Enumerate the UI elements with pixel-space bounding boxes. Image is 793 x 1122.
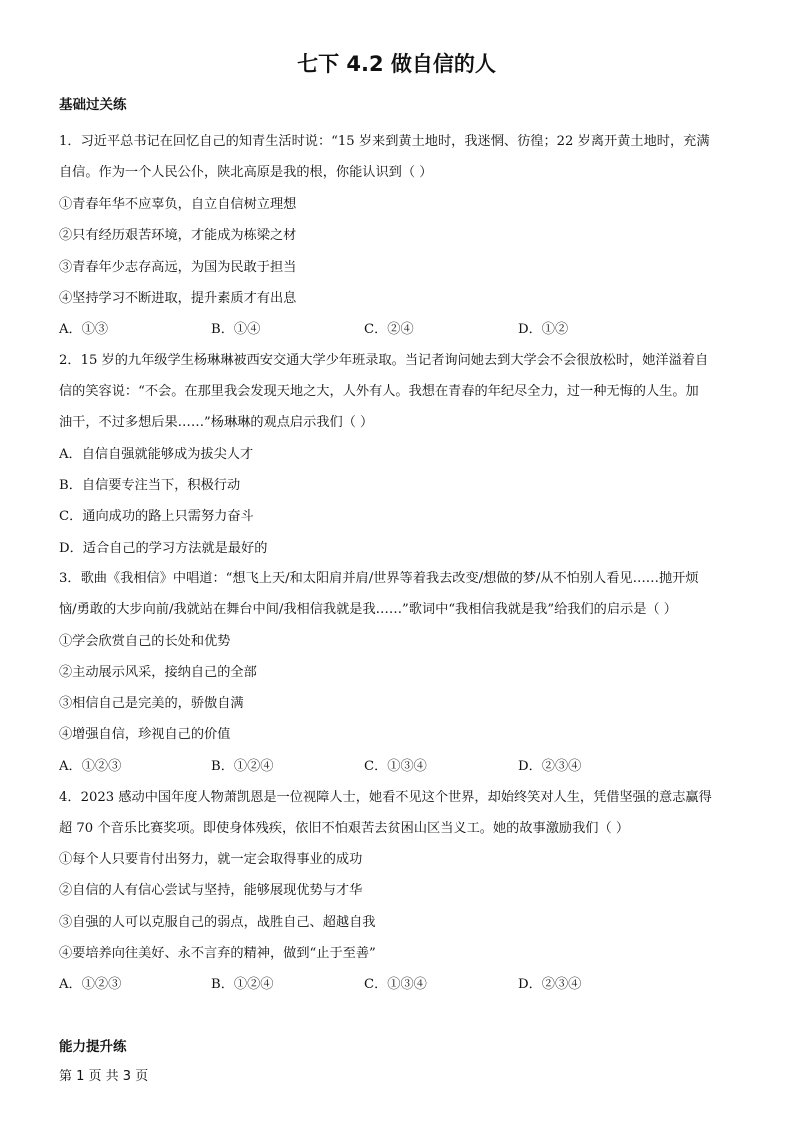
q1-option-d: D．①②	[518, 322, 569, 337]
q1-stem-line: 1．习近平总书记在回忆自己的知青生活时说：“15 岁来到黄土地时，我迷惘、彷徨；22 岁离开黄土地时，充满	[59, 134, 710, 149]
q3-option-b: B．①②④	[211, 759, 274, 774]
q4-option-d: D．②③④	[518, 977, 582, 992]
q2-option-a: A．自信自强就能够成为拔尖人才	[59, 447, 254, 462]
q4-statement: ③自强的人可以克服自己的弱点，战胜自己、超越自我	[59, 915, 376, 930]
q4-stem-line: 超 70 个音乐比赛奖项。即使身体残疾，依旧不怕艰苦去贫困山区当义工。她的故事激励我们（ ）	[59, 821, 630, 836]
q3-statement: ③相信自己是完美的，骄傲自满	[59, 696, 244, 711]
section-heading-advanced: 能力提升练	[59, 1039, 127, 1055]
q4-option-c: C．①③④	[364, 977, 427, 992]
q1-option-b: B．①④	[211, 322, 261, 337]
q1-stem-line: 自信。作为一个人民公仆，陕北高原是我的根，你能认识到（ ）	[59, 165, 433, 180]
q2-option-b: B．自信要专注当下，积极行动	[59, 478, 241, 493]
q1-statement: ④坚持学习不断进取，提升素质才有出息	[59, 291, 297, 306]
q2-option-d: D．适合自己的学习方法就是最好的	[59, 541, 268, 556]
q1-statement: ②只有经历艰苦环境，才能成为栋梁之材	[59, 228, 297, 243]
q3-statement: ①学会欣赏自己的长处和优势	[59, 634, 231, 649]
q1-statement: ③青春年少志存高远，为国为民敢于担当	[59, 260, 297, 275]
q4-stem-line: 4．2023 感动中国年度人物萧凯恩是一位视障人士，她看不见这个世界，却始终笑对人生，凭借坚强的意志赢得	[59, 790, 712, 805]
q3-statement: ④增强自信，珍视自己的价值	[59, 727, 231, 742]
q3-statement: ②主动展示风采，接纳自己的全部	[59, 665, 257, 680]
q2-stem-line: 油干，不过多想后果……”杨琳琳的观点启示我们（ ）	[59, 415, 374, 430]
q3-stem-line: 恼/勇敢的大步向前/我就站在舞台中间/我相信我就是我……”歌词中“我相信我就是我”给我们的启示是（ ）	[59, 602, 677, 617]
q3-option-a: A．①②③	[59, 759, 122, 774]
q4-statement: ④要培养向往美好、永不言弃的精神，做到“止于至善”	[59, 946, 376, 961]
q4-option-a: A．①②③	[59, 977, 122, 992]
q1-option-a: A．①③	[59, 322, 109, 337]
q4-option-b: B．①②④	[211, 977, 274, 992]
page-number-footer: 第 1 页 共 3 页	[59, 1069, 149, 1084]
q4-statement: ①每个人只要肯付出努力，就一定会取得事业的成功	[59, 852, 363, 867]
q2-option-c: C．通向成功的路上只需努力奋斗	[59, 509, 254, 524]
q1-option-c: C．②④	[364, 322, 414, 337]
q3-option-d: D．②③④	[518, 759, 582, 774]
q4-statement: ②自信的人有信心尝试与坚持，能够展现优势与才华	[59, 883, 363, 898]
q1-statement: ①青春年华不应辜负，自立自信树立理想	[59, 197, 297, 212]
q3-stem-line: 3．歌曲《我相信》中唱道：“想飞上天/和太阳肩并肩/世界等着我去改变/想做的梦/从不怕别人看见……抛开烦	[59, 571, 699, 586]
q3-option-c: C．①③④	[364, 759, 427, 774]
section-heading-basic: 基础过关练	[59, 97, 127, 113]
page-title: 七下 4.2 做自信的人	[297, 52, 496, 76]
q2-stem-line: 2．15 岁的九年级学生杨琳琳被西安交通大学少年班录取。当记者询问她去到大学会不会很放松时，她洋溢着自	[59, 353, 709, 368]
q2-stem-line: 信的笑容说：“不会。在那里我会发现天地之大，人外有人。我想在青春的年纪尽全力，过一种无悔的人生。加	[59, 384, 699, 399]
